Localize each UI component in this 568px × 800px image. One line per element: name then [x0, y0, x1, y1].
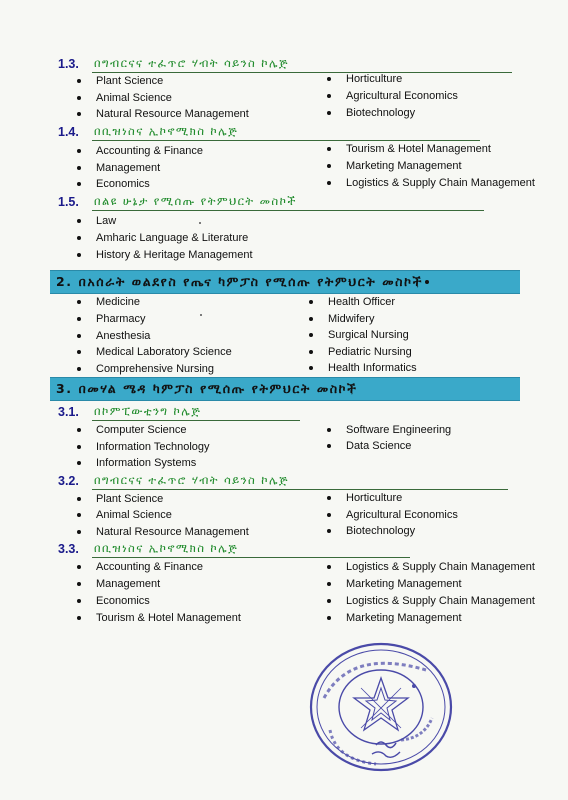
bullet-icon: [327, 164, 331, 168]
list-item: Animal Science: [77, 90, 172, 105]
official-stamp-seal: [306, 640, 456, 775]
list-item: Biotechnology: [327, 105, 415, 120]
bullet-icon: [77, 513, 81, 517]
list-item: Comprehensive Nursing: [77, 361, 214, 376]
bullet-icon: [77, 112, 81, 116]
list-item: Logistics & Supply Chain Management: [327, 593, 535, 608]
bullet-icon: [309, 366, 313, 370]
bullet-icon: [77, 582, 81, 586]
bullet-icon: [327, 444, 331, 448]
bullet-icon: [327, 529, 331, 533]
section-1-5-heading: [58, 193, 297, 209]
list-item: Plant Science: [77, 491, 163, 506]
list-item: Medicine: [77, 294, 140, 309]
bullet-icon: [77, 497, 81, 501]
list-item: Economics: [77, 176, 150, 191]
bullet-icon: [77, 79, 81, 83]
bullet-icon: [77, 300, 81, 304]
list-item: Horticulture: [327, 490, 402, 505]
campus-2-banner: [50, 270, 520, 294]
bullet-icon: [77, 461, 81, 465]
list-item: Information Technology: [77, 439, 210, 454]
bullet-icon: [327, 428, 331, 432]
bullet-icon: [77, 166, 81, 170]
list-item: Management: [77, 160, 160, 175]
heading-underline: [92, 557, 410, 558]
list-item: Data Science: [327, 438, 411, 453]
list-item: Pharmacy: [77, 311, 146, 326]
list-item: Information Systems: [77, 455, 196, 470]
heading-underline: [92, 210, 484, 211]
bullet-icon: [327, 496, 331, 500]
section-3-1-heading: [58, 403, 201, 419]
list-item: Natural Resource Management: [77, 524, 249, 539]
bullet-icon: [77, 182, 81, 186]
list-item: History & Heritage Management: [77, 247, 253, 262]
bullet-icon: [327, 181, 331, 185]
list-item: Software Engineering: [327, 422, 451, 437]
bullet-icon: [77, 428, 81, 432]
bullet-icon: [327, 599, 331, 603]
list-item: Agricultural Economics: [327, 507, 458, 522]
section-number: 1.4.: [58, 125, 79, 139]
section-number: 3.3.: [58, 542, 79, 556]
bullet-icon: [77, 219, 81, 223]
list-item: Health Informatics: [309, 360, 417, 375]
bullet-icon: [327, 147, 331, 151]
bullet-icon: [327, 582, 331, 586]
bullet-icon: [77, 149, 81, 153]
list-item: Plant Science: [77, 73, 163, 88]
list-item: Agricultural Economics: [327, 88, 458, 103]
section-3-2-heading: [58, 472, 289, 488]
section-1-4-heading: [58, 123, 238, 139]
scan-speck: [200, 314, 202, 316]
list-item: Marketing Management: [327, 576, 462, 591]
banner-title: 2. በአሰራት ወልደየስ የጤና ካምፓስ የሚሰጡ የትምህርት መስኮች: [56, 274, 424, 289]
bullet-icon: [327, 77, 331, 81]
section-1-3-heading: [58, 55, 289, 71]
bullet-icon: [77, 599, 81, 603]
list-item: Logistics & Supply Chain Management: [327, 559, 535, 574]
bullet-icon: [77, 253, 81, 257]
list-item: Marketing Management: [327, 158, 462, 173]
section-title: በቢዝነስና ኢኮኖሚክስ ኮሌጅ: [94, 124, 239, 138]
bullet-icon: [309, 300, 313, 304]
list-item: Marketing Management: [327, 610, 462, 625]
bullet-icon: [327, 565, 331, 569]
scan-speck: [199, 222, 201, 224]
list-item: Logistics & Supply Chain Management: [327, 175, 535, 190]
section-title: በቢዝነስና ኢኮኖሚክስ ኮሌጅ: [94, 541, 239, 555]
section-title: በልዩ ሁኔታ የሚሰጡ የትምህርት መስኮች: [94, 194, 297, 208]
bullet-icon: [77, 565, 81, 569]
bullet-icon: [327, 513, 331, 517]
bullet-icon: [77, 317, 81, 321]
list-item: Law: [77, 213, 116, 228]
dot-icon: [425, 280, 429, 284]
list-item: Midwifery: [309, 311, 374, 326]
section-number: 1.5.: [58, 195, 79, 209]
list-item: Accounting & Finance: [77, 143, 203, 158]
section-title: በኮምፒውቲንግ ኮሌጅ: [94, 404, 202, 418]
list-item: Accounting & Finance: [77, 559, 203, 574]
bullet-icon: [309, 350, 313, 354]
bullet-icon: [77, 334, 81, 338]
banner-title: 3. በመሃል ሜዳ ካምፓስ የሚሰጡ የትምህርት መስኮች: [56, 381, 358, 396]
bullet-icon: [77, 367, 81, 371]
bullet-icon: [77, 445, 81, 449]
bullet-icon: [309, 333, 313, 337]
list-item: Pediatric Nursing: [309, 344, 412, 359]
list-item: Horticulture: [327, 71, 402, 86]
list-item: Natural Resource Management: [77, 106, 249, 121]
list-item: Tourism & Hotel Management: [327, 141, 491, 156]
bullet-icon: [309, 317, 313, 321]
bullet-icon: [77, 350, 81, 354]
list-item: Economics: [77, 593, 150, 608]
list-item: Medical Laboratory Science: [77, 344, 232, 359]
list-item: Computer Science: [77, 422, 187, 437]
list-item: Anesthesia: [77, 328, 150, 343]
bullet-icon: [77, 236, 81, 240]
section-number: 3.2.: [58, 474, 79, 488]
list-item: Biotechnology: [327, 523, 415, 538]
campus-3-banner: [50, 377, 520, 401]
bullet-icon: [327, 94, 331, 98]
list-item: Management: [77, 576, 160, 591]
list-item: Surgical Nursing: [309, 327, 409, 342]
bullet-icon: [327, 616, 331, 620]
section-title: በግብርናና ተፈጥሮ ሃብት ሳይንስ ኮሌጅ: [94, 473, 289, 487]
list-item: Health Officer: [309, 294, 395, 309]
bullet-icon: [77, 616, 81, 620]
list-item: Amharic Language & Literature: [77, 230, 248, 245]
section-title: በግብርናና ተፈጥሮ ሃብት ሳይንስ ኮሌጅ: [94, 56, 289, 70]
list-item: Animal Science: [77, 507, 172, 522]
bullet-icon: [77, 96, 81, 100]
heading-underline: [92, 420, 300, 421]
section-number: 1.3.: [58, 57, 79, 71]
list-item: Tourism & Hotel Management: [77, 610, 241, 625]
bullet-icon: [327, 111, 331, 115]
heading-underline: [92, 489, 508, 490]
bullet-icon: [77, 530, 81, 534]
section-number: 3.1.: [58, 405, 79, 419]
section-3-3-heading: [58, 540, 238, 556]
